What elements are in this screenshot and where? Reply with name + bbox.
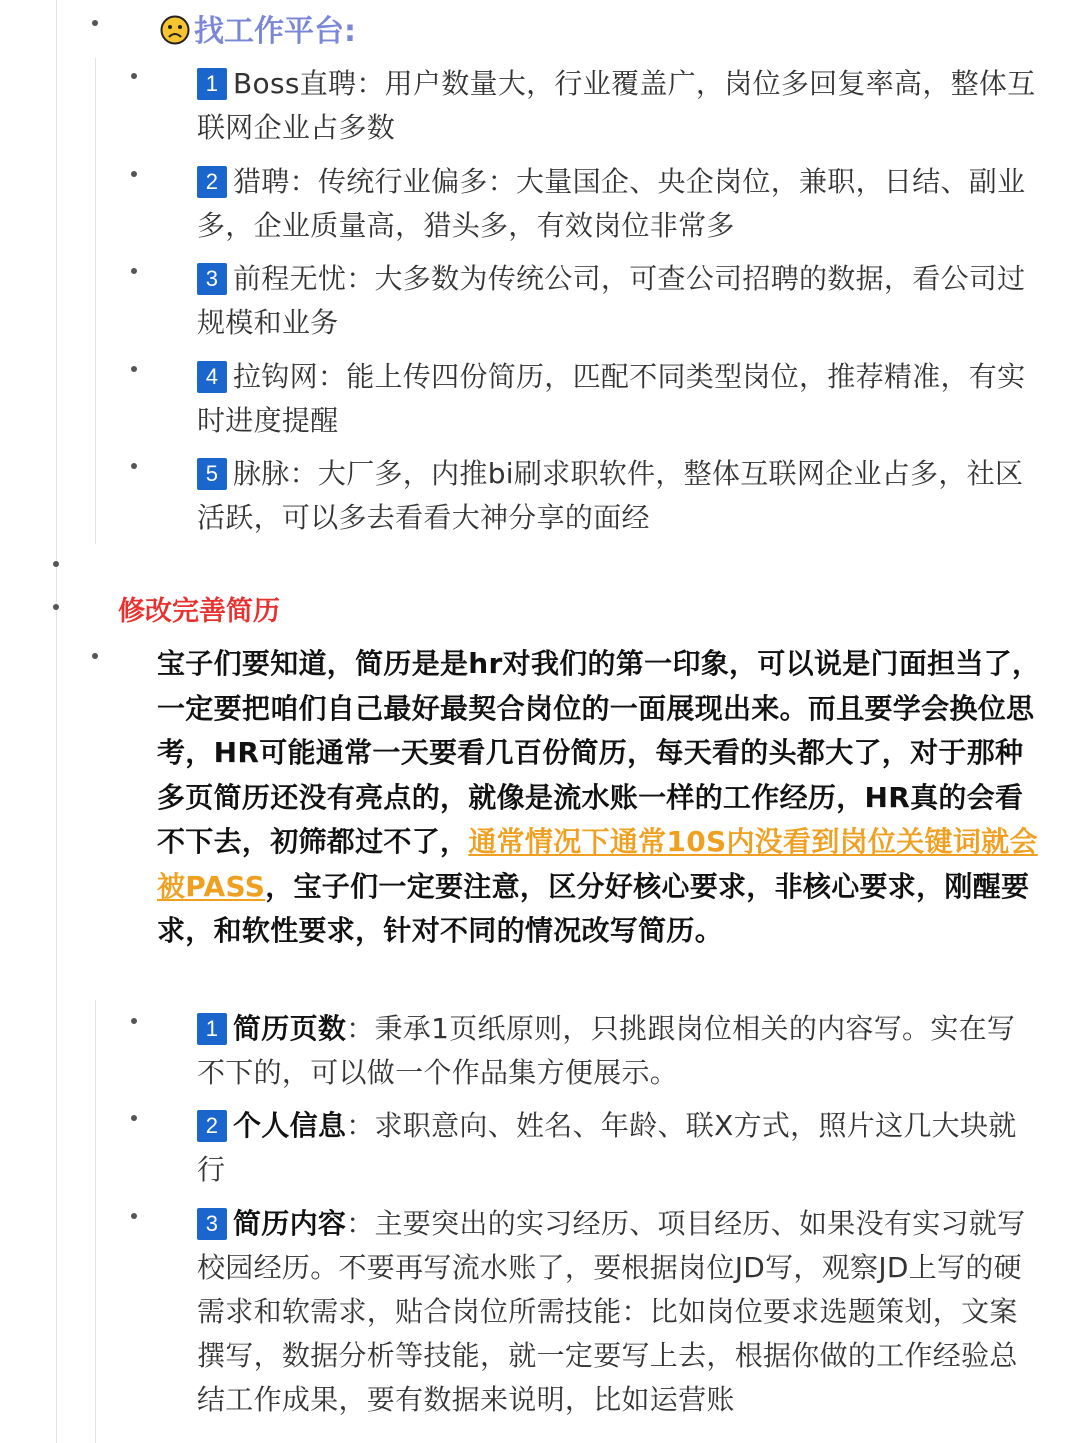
- indent-guide: [95, 58, 96, 544]
- number-badge: 2: [197, 166, 227, 198]
- list-item: [197, 1007, 1042, 1095]
- list-item: [197, 355, 1042, 443]
- bullet: [53, 561, 59, 567]
- list-item-text: Boss直聘：用户数量大，行业覆盖广，岗位多回复率高，整体互联网企业占多数: [197, 67, 1036, 144]
- number-badge: 3: [197, 263, 227, 295]
- bullet: [131, 1213, 137, 1219]
- list-item: [197, 1202, 1042, 1422]
- list-item-text: ：主要突出的实习经历、项目经历、如果没有实习就写校园经历。不要再写流水账了，要根据岗位JD写，观察JD上写的硬需求和软需求，贴合岗位所需技能：比如岗位要求选题策划，文案撰写，数据分析等技能，就一定要写上去，根据你做的工作经验总结工作成果，要有数据来说明，比如运营账: [197, 1207, 1026, 1416]
- list-item: [197, 1104, 1042, 1192]
- bullet: [131, 1115, 137, 1121]
- list-item-title: 简历内容: [233, 1207, 347, 1240]
- list-item: [197, 62, 1042, 150]
- bullet: [131, 171, 137, 177]
- indent-guide: [56, 0, 57, 1443]
- section-heading-text: 找工作平台:: [194, 14, 356, 49]
- list-item-text: 拉钩网：能上传四份简历，匹配不同类型岗位，推荐精准，有实时进度提醒: [197, 360, 1026, 437]
- paragraph-text: 宝子们要知道，简历是是hr对我们的第一印象，可以说是门面担当了，一定要把咱们自己最好最契合岗位的一面展现出来。而且要学会换位思考，HR可能通常一天要看几百份简历，每天看的头都大了，对于那种多页简历还没有亮点的，就像是流水账一样的工作经历，HR真的会看不下去，初筛都过不了，: [157, 647, 1041, 858]
- bullet: [131, 268, 137, 274]
- list-item-text: ：求职意向、姓名、年龄、联X方式，照片这几大块就行: [197, 1109, 1017, 1186]
- list-item: [197, 257, 1042, 345]
- list-item-text: 脉脉：大厂多，内推bi刷求职软件，整体互联网企业占多，社区活跃，可以多去看看大神分享的面经: [197, 457, 1024, 534]
- list-item-text: 前程无忧：大多数为传统公司，可查公司招聘的数据，看公司过规模和业务: [197, 262, 1026, 339]
- number-badge: 3: [197, 1208, 227, 1240]
- bullet: [131, 463, 137, 469]
- list-item-text: ：秉承1页纸原则，只挑跟岗位相关的内容写。实在写不下的，可以做一个作品集方便展示。: [197, 1012, 1016, 1089]
- list-item-title: 简历页数: [233, 1012, 347, 1045]
- list-item: [197, 452, 1042, 540]
- resume-intro-paragraph: [157, 642, 1047, 954]
- section-heading-resume: 修改完善简历: [118, 596, 280, 627]
- highlighted-text: 通常情况下通常10S内没看到岗位关键词就会被PASS: [157, 825, 1038, 903]
- number-badge: 4: [197, 361, 227, 393]
- number-badge: 1: [197, 1013, 227, 1045]
- list-item: [197, 160, 1042, 248]
- bullet: [92, 653, 98, 659]
- bullet: [131, 73, 137, 79]
- paragraph-text: ，宝子们一定要注意，区分好核心要求，非核心要求，刚醒要求，和软性要求，针对不同的情况改写简历。: [157, 869, 1030, 947]
- section-heading-job-platforms: [160, 10, 356, 54]
- worried-face-icon: [160, 15, 190, 45]
- bullet: [92, 20, 98, 26]
- list-item-text: 猎聘：传统行业偏多：大量国企、央企岗位，兼职，日结、副业多，企业质量高，猎头多，有效岗位非常多: [197, 165, 1026, 242]
- bullet: [53, 604, 59, 610]
- number-badge: 5: [197, 458, 227, 490]
- number-badge: 2: [197, 1110, 227, 1142]
- bullet: [131, 366, 137, 372]
- list-item-title: 个人信息: [233, 1109, 347, 1142]
- indent-guide: [95, 1000, 96, 1443]
- number-badge: 1: [197, 68, 227, 100]
- bullet: [131, 1018, 137, 1024]
